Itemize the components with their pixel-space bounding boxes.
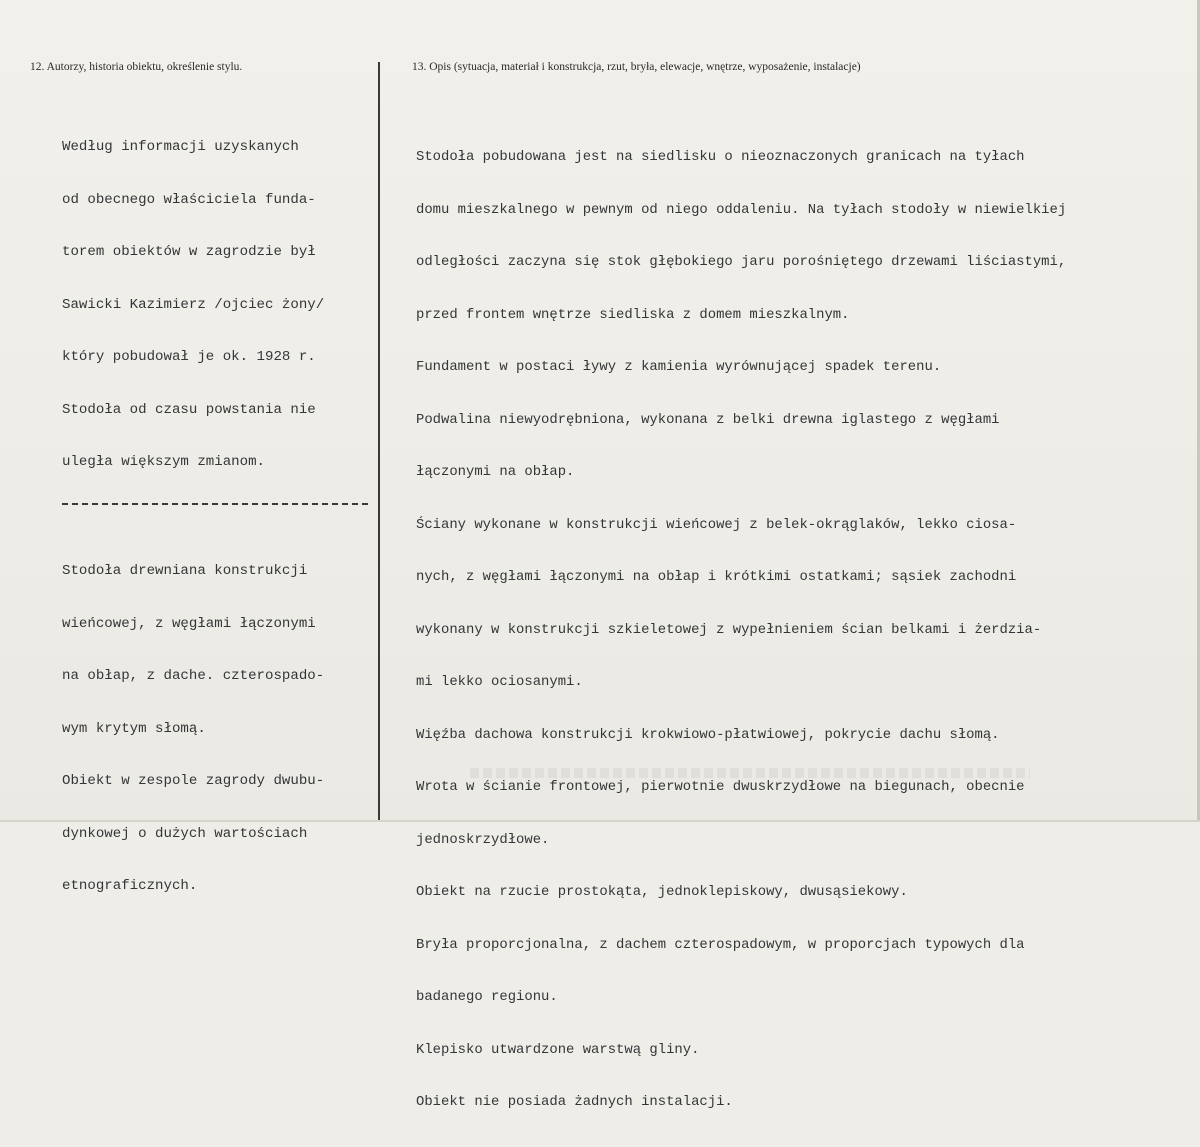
style-text xyxy=(62,528,324,931)
description-line: Więźba dachowa konstrukcji krokwiowo-płatwiowej, pokrycie dachu słomą. xyxy=(416,726,1000,743)
description-line: nych, z węgłami łączonymi na obłap i krótkimi ostatkami; sąsiek zachodni xyxy=(416,569,1017,585)
description-line: Wrota w ścianie frontowej, pierwotnie dwuskrzydłowe na biegunach, obecnie xyxy=(416,779,1025,795)
description-line: przed frontem wnętrze siedliska z domem mieszkalnym. xyxy=(416,306,850,323)
description-line: domu mieszkalnego w pewnym od niego oddaleniu. Na tyłach stodoły w niewielkiej xyxy=(416,201,1067,218)
style-line: dynkowej o dużych wartościach xyxy=(62,825,308,842)
history-line: który pobudował je ok. 1928 r. xyxy=(62,349,316,365)
description-line: Ściany wykonane w konstrukcji wieńcowej z belek-okrąglaków, lekko ciosa- xyxy=(416,516,1017,533)
history-line: od obecnego właściciela funda- xyxy=(62,191,316,208)
description-line: Fundament w postaci ływy z kamienia wyrównującej spadek terenu. xyxy=(416,359,942,375)
description-line: Obiekt nie posiada żadnych instalacji. xyxy=(416,1094,733,1110)
style-line: wym krytym słomą. xyxy=(62,720,206,737)
history-line: Sawicki Kazimierz /ojciec żony/ xyxy=(62,296,325,313)
description-line: Bryła proporcjonalna, z dachem czterospadowym, w proporcjach typowych dla xyxy=(416,936,1025,953)
style-line: wieńcowej, z węgłami łączonymi xyxy=(62,615,316,632)
section-13-header: 13. Opis (sytuacja, materiał i konstrukcja, rzut, bryła, elewacje, wnętrze, wyposażenie, instalacje) xyxy=(412,61,861,73)
style-line: Stodoła drewniana konstrukcji xyxy=(62,563,308,579)
description-line: Klepisko utwardzone warstwą gliny. xyxy=(416,1041,700,1058)
history-line: Stodoła od czasu powstania nie xyxy=(62,401,316,418)
sheet-edge-bottom xyxy=(0,820,1200,822)
description-line: Obiekt na rzucie prostokąta, jednoklepiskowy, dwusąsiekowy. xyxy=(416,884,908,900)
history-line: uległa większym zmianom. xyxy=(62,454,265,470)
description-line: Stodoła pobudowana jest na siedlisku o nieoznaczonych granicach na tyłach xyxy=(416,149,1025,165)
column-divider xyxy=(378,62,380,822)
section-12-header: 12. Autorzy, historia obiektu, określenie stylu. xyxy=(30,61,243,73)
style-line: Obiekt w zespole zagrody dwubu- xyxy=(62,773,325,789)
style-line: etnograficznych. xyxy=(62,878,198,894)
description-line: mi lekko ociosanymi. xyxy=(416,674,583,690)
description-line: łączonymi na obłap. xyxy=(416,464,575,480)
history-line: torem obiektów w zagrodzie był xyxy=(62,244,316,260)
faint-bleed-through xyxy=(470,768,1030,778)
history-line: Według informacji uzyskanych xyxy=(62,139,299,155)
history-text xyxy=(62,104,324,507)
dashed-separator xyxy=(62,503,368,505)
style-line: na obłap, z dache. czterospado- xyxy=(62,668,325,684)
description-line: jednoskrzydłowe. xyxy=(416,831,550,848)
description-line: wykonany w konstrukcji szkieletowej z wypełnieniem ścian belkami i żerdzia- xyxy=(416,621,1042,638)
description-text xyxy=(416,114,1066,1147)
description-line: Podwalina niewyodrębniona, wykonana z belki drewna iglastego z węgłami xyxy=(416,411,1000,428)
description-line: odległości zaczyna się stok głębokiego jaru porośniętego drzewami liściastymi, xyxy=(416,254,1067,270)
description-line: badanego regionu. xyxy=(416,989,558,1005)
